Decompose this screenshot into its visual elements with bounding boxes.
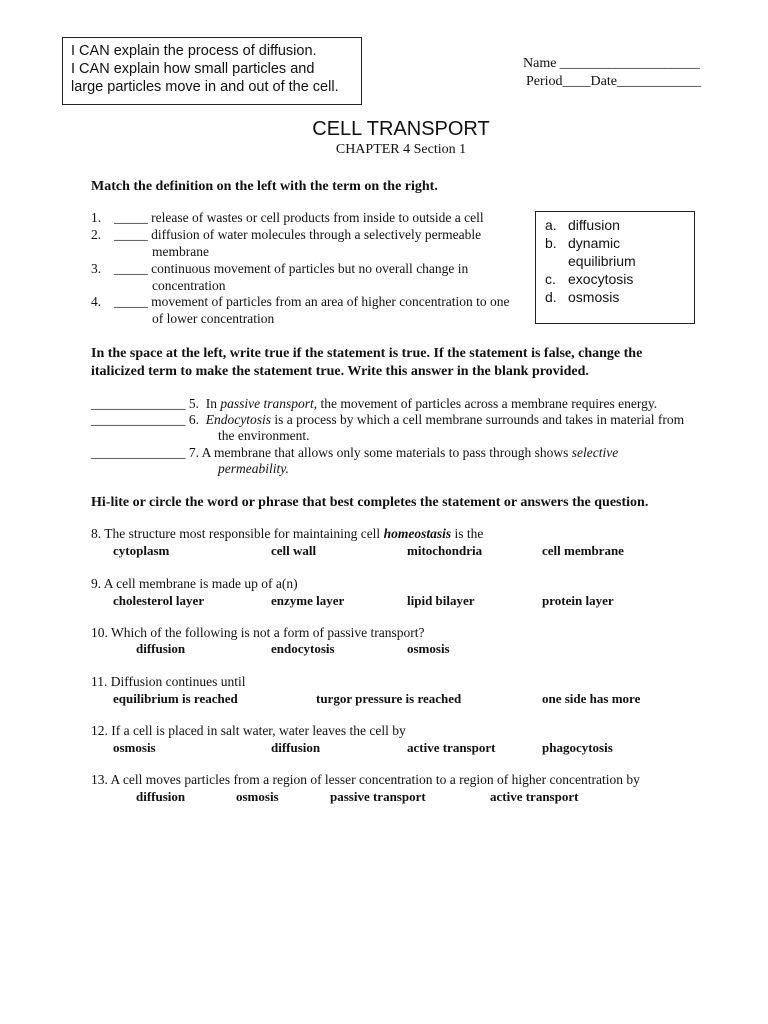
item-number: 3.: [91, 261, 102, 276]
question-11: 11. Diffusion continues until: [91, 674, 246, 689]
answer-blank[interactable]: _____ diffusion of water molecules through a selectively permeable: [114, 227, 482, 242]
term-item: d. osmosis: [545, 289, 620, 305]
option[interactable]: diffusion: [271, 740, 321, 755]
term-item: b. dynamic: [545, 235, 621, 251]
option[interactable]: diffusion: [136, 789, 186, 804]
question-13: 13. A cell moves particles from a region of lesser concentration to a region of higher concentration by: [91, 772, 640, 787]
item-continuation: membrane: [152, 244, 209, 259]
option[interactable]: protein layer: [542, 593, 614, 608]
option[interactable]: lipid bilayer: [407, 593, 475, 608]
term-item: c. exocytosis: [545, 271, 634, 287]
matching-item: [0, 294, 530, 328]
term-item: a. diffusion: [545, 217, 620, 233]
option[interactable]: phagocytosis: [542, 740, 613, 755]
item-number: 4.: [91, 294, 102, 309]
objective-line: I CAN explain how small particles and: [71, 61, 315, 77]
item-continuation: concentration: [152, 278, 226, 293]
name-field[interactable]: Name ____________________: [523, 56, 700, 71]
question-9: 9. A cell membrane is made up of a(n): [91, 576, 298, 591]
option[interactable]: osmosis: [407, 641, 450, 656]
question-12: 12. If a cell is placed in salt water, water leaves the cell by: [91, 723, 406, 738]
option[interactable]: endocytosis: [271, 641, 335, 656]
tf-item-continuation: the environment.: [218, 428, 310, 443]
matching-item: [0, 227, 530, 261]
option[interactable]: diffusion: [136, 641, 186, 656]
option[interactable]: active transport: [490, 789, 579, 804]
answer-blank[interactable]: _____ continuous movement of particles but no overall change in: [114, 261, 469, 276]
objective-line: large particles move in and out of the cell.: [71, 79, 339, 95]
answer-blank[interactable]: ______________: [91, 412, 186, 427]
question-8: 8. The structure most responsible for maintaining cell homeostasis is the: [91, 526, 484, 541]
mc-instruction: Hi-lite or circle the word or phrase that best completes the statement or answers the question.: [91, 495, 649, 510]
term-continuation: equilibrium: [568, 253, 636, 269]
matching-item: [0, 261, 530, 295]
option[interactable]: passive transport: [330, 789, 426, 804]
answer-blank[interactable]: _____ release of wastes or cell products from inside to outside a cell: [114, 210, 484, 225]
option[interactable]: osmosis: [236, 789, 279, 804]
answer-blank[interactable]: ______________: [91, 445, 186, 460]
tf-item: ______________ 6. Endocytosis is a process by which a cell membrane surrounds and takes in material from: [91, 412, 685, 427]
period-date-field[interactable]: Period____Date____________: [526, 74, 701, 89]
page-title: CELL TRANSPORT: [312, 118, 490, 140]
matching-list: [0, 210, 530, 330]
option[interactable]: osmosis: [113, 740, 156, 755]
tf-item-continuation: permeability.: [218, 461, 289, 476]
item-continuation: of lower concentration: [152, 311, 275, 326]
tf-item: ______________ 5. In passive transport, the movement of particles across a membrane requires energy.: [91, 396, 658, 411]
option[interactable]: cell wall: [271, 543, 317, 558]
answer-blank[interactable]: ______________: [91, 396, 186, 411]
matching-instruction: Match the definition on the left with the term on the right.: [91, 179, 438, 194]
terms-box: [535, 211, 695, 324]
true-false-instruction: In the space at the left, write true if the statement is true. If the statement is false, change the italicized term to make the statement true. Write this answer in the blank provided.: [91, 346, 643, 379]
option[interactable]: mitochondria: [407, 543, 483, 558]
item-number: 2.: [91, 227, 102, 242]
option[interactable]: cytoplasm: [113, 543, 170, 558]
option[interactable]: one side has more: [542, 691, 641, 706]
option[interactable]: turgor pressure is reached: [316, 691, 462, 706]
option[interactable]: cholesterol layer: [113, 593, 205, 608]
item-number: 1.: [91, 210, 102, 225]
objectives-box: [62, 37, 362, 105]
objective-line: I CAN explain the process of diffusion.: [71, 43, 317, 59]
option[interactable]: cell membrane: [542, 543, 624, 558]
question-10: 10. Which of the following is not a form of passive transport?: [91, 625, 425, 640]
page-subtitle: CHAPTER 4 Section 1: [335, 142, 467, 157]
matching-item: [0, 210, 530, 227]
tf-item: ______________ 7. A membrane that allows only some materials to pass through shows selective: [91, 445, 619, 460]
option[interactable]: equilibrium is reached: [113, 691, 238, 706]
option[interactable]: active transport: [407, 740, 496, 755]
answer-blank[interactable]: _____ movement of particles from an area of higher concentration to one: [114, 294, 510, 309]
option[interactable]: enzyme layer: [271, 593, 345, 608]
